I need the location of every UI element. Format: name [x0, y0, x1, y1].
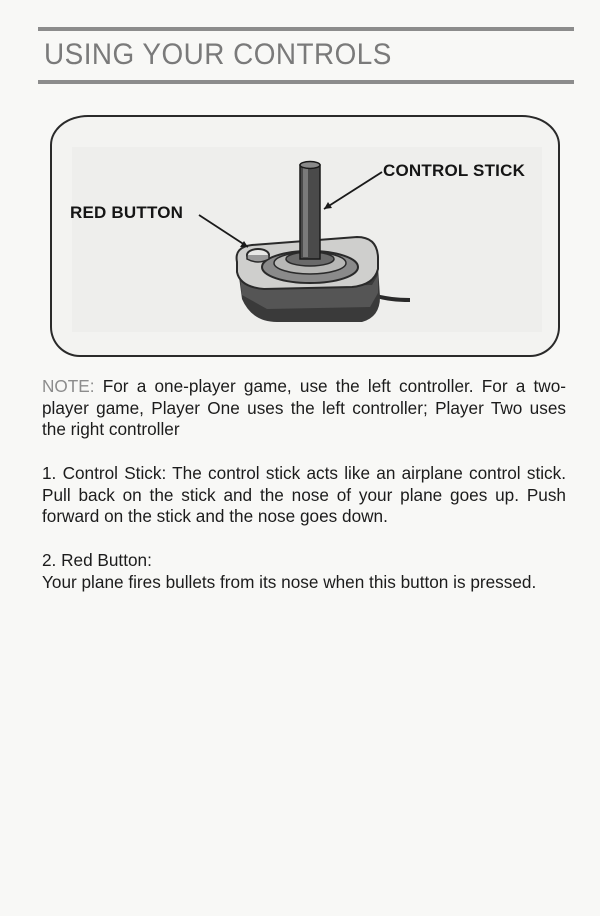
control-stick-text: The control stick acts like an airplane control stick. Pull back on the stick and the nose of your plane goes up. Push forward on the stick and the nose goes down. [42, 463, 566, 526]
joystick-illustration-icon [52, 117, 558, 355]
control-stick-paragraph [42, 463, 566, 528]
red-button-heading: 2. Red Button: [42, 550, 152, 570]
control-stick-heading: 1. Control Stick: [42, 463, 167, 483]
page-title: USING YOUR CONTROLS [44, 38, 392, 71]
red-button-text: Your plane fires bullets from its nose when this button is pressed. [42, 571, 537, 592]
joystick-figure [50, 115, 560, 357]
top-rule [38, 27, 574, 31]
red-button-paragraph [42, 550, 566, 593]
note-text: For a one-player game, use the left controller. For a two-player game, Player One uses the left controller; Player Two uses the right controller [42, 376, 566, 439]
note-label: NOTE: [42, 376, 95, 396]
title-underline [38, 80, 574, 84]
red-button-label: RED BUTTON [70, 203, 184, 222]
note-paragraph [42, 376, 566, 441]
control-stick-label: CONTROL STICK [383, 161, 526, 180]
